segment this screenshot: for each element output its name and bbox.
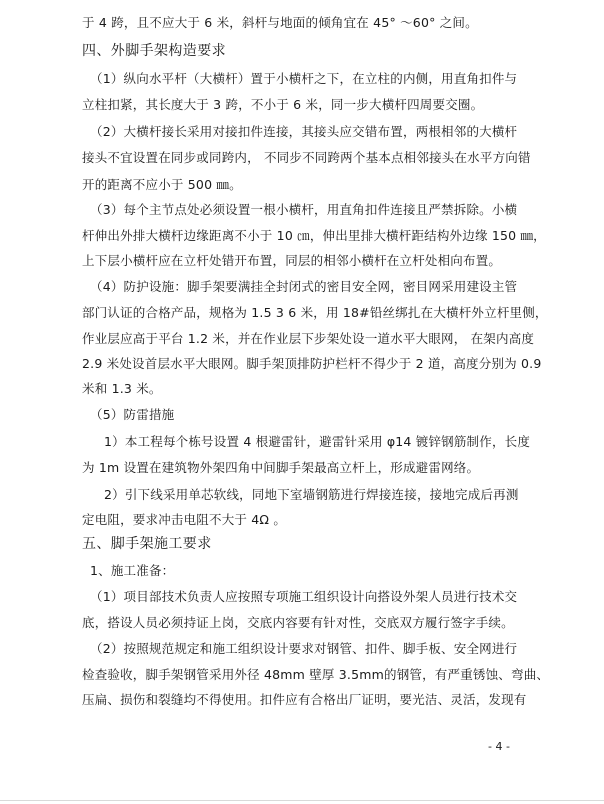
text-line: （4）防护设施：脚手架要满挂全封闭式的密目安全网，密目网采用建设主管 (90, 279, 518, 294)
text-line: 于 4 跨，且不应大于 6 米，斜杆与地面的倾角宜在 45° ～60° 之间。 (82, 15, 478, 30)
text-line: 检查验收，脚手架钢管采用外径 48mm 壁厚 3.5mm的钢管，有严重锈蚀、弯曲、 (82, 667, 550, 682)
subsection-label: 1、施工准备： (90, 563, 175, 578)
text-line: 部门认证的合格产品，规格为 1.5 3 6 米，用 18#铅丝绑扎在大横杆外立杆里侧， (82, 305, 548, 320)
text-line: 定电阻，要求冲击电阻不大于 4Ω 。 (82, 512, 287, 527)
text-line: （2）按照规范规定和施工组织设计要求对钢管、扣件、脚手板、安全网进行 (90, 641, 518, 656)
text-line: 上下层小横杆应在立杆处错开布置，同层的相邻小横杆在立杆处相向布置。 (82, 253, 502, 268)
text-line: （1）项目部技术负责人应按照专项施工组织设计向搭设外架人员进行技术交 (90, 589, 518, 604)
text-line: 接头不宜设置在同步或同跨内， 不同步不同跨两个基本点相邻接头在水平方向错 (82, 150, 531, 165)
page-number: - 4 - (488, 740, 510, 753)
text-line: 米和 1.3 米。 (82, 381, 162, 396)
section-heading: 五、脚手架施工要求 (82, 536, 212, 552)
text-line: （3）每个主节点处必须设置一根小横杆，用直角扣件连接且严禁拆除。小横 (90, 202, 518, 217)
section-heading: 四、外脚手架构造要求 (82, 43, 226, 59)
text-line: 1）本工程每个栋号设置 4 根避雷针，避雷针采用 φ14 镀锌钢筋制作，长度 (104, 434, 531, 449)
text-line: 为 1m 设置在建筑物外架四角中间脚手架最高立杆上，形成避雷网络。 (82, 460, 480, 475)
text-line: 开的距离不应小于 500 ㎜。 (82, 177, 242, 192)
subsection-label: （5）防雷措施 (90, 407, 175, 422)
text-line: 底，搭设人员必须持证上岗，交底内容要有针对性，交底双方履行签字手续。 (82, 615, 514, 630)
text-line: 2）引下线采用单芯软线，同地下室墙钢筋进行焊接连接，接地完成后再测 (104, 487, 519, 502)
text-line: （2）大横杆接长采用对接扣件连接，其接头应交错布置，两根相邻的大横杆 (90, 124, 518, 139)
text-line: 立柱扣紧，其长度大于 3 跨，不小于 6 米，同一步大横杆四周要交圈。 (82, 97, 484, 112)
text-line: （1）纵向水平杆（大横杆）置于小横杆之下，在立柱的内侧，用直角扣件与 (90, 71, 518, 86)
text-line: 作业层应高于平台 1.2 米，并在作业层下步架处设一道水平大眼网， 在架内高度 (82, 331, 535, 346)
text-line: 压扁、损伤和裂缝均不得使用。扣件应有合格出厂证明，要光洁、灵活，发现有 (82, 692, 527, 707)
text-line: 2.9 米处设首层水平大眼网。脚手架顶排防护栏杆不得少于 2 道，高度分别为 0.9 (82, 356, 542, 371)
text-line: 杆伸出外排大横杆边缘距离不小于 10 ㎝，伸出里排大横杆距结构外边缘 150 ㎜， (82, 228, 546, 243)
page-bottom-border (0, 800, 604, 801)
